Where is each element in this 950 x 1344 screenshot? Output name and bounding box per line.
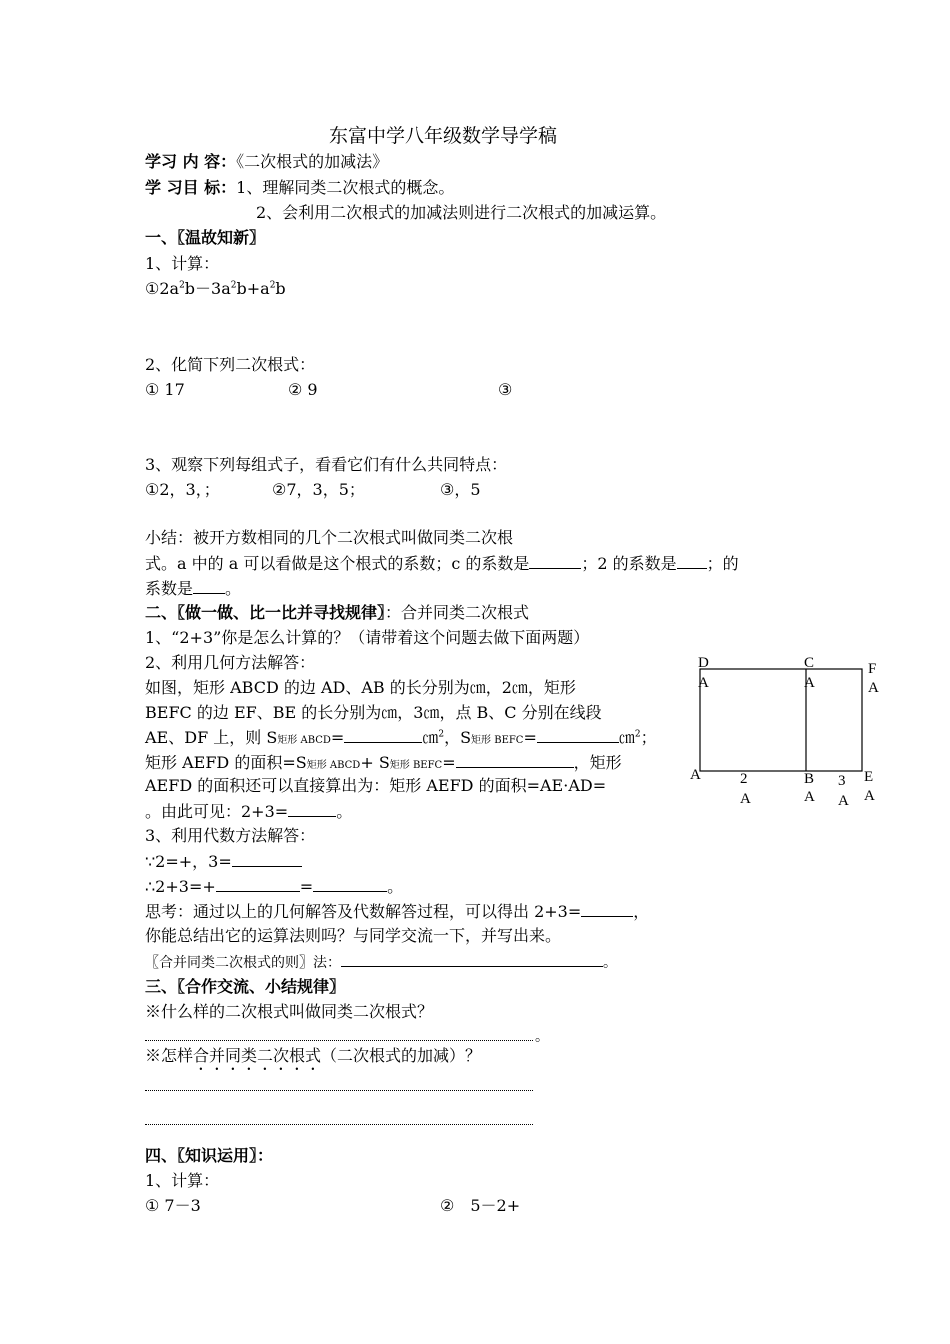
- s2-alg-line-1: [145, 851, 302, 872]
- s1-q2-item-3: ③: [498, 380, 513, 399]
- s2-geo-line-2: BEFC 的边 EF、BE 的长分别为㎝，3㎝，点 B、C 分别在线段: [145, 703, 602, 722]
- s2-geo-3c: ㎝: [422, 728, 439, 747]
- expr-c: b+a: [236, 279, 270, 298]
- s2-geo-3e: =: [523, 728, 537, 747]
- blank-alg-sum-2[interactable]: [313, 876, 387, 892]
- s1-q3-item-3: ③，5: [440, 480, 481, 499]
- label-length-be: 3: [838, 773, 846, 789]
- s2-q3: 3、利用代数方法解答：: [145, 826, 316, 845]
- blank-alg-sum-1[interactable]: [216, 876, 300, 892]
- answer-line-1[interactable]: [145, 1040, 533, 1041]
- s4-item-2: ② 5－2+: [440, 1196, 521, 1215]
- s1-q3-item-2: ②7，3，5；: [272, 480, 365, 499]
- s2-rule-b: 。: [603, 955, 617, 971]
- label-c: C: [804, 655, 815, 671]
- summary-2b: ；2 的系数是: [581, 554, 677, 573]
- expr-c-sup: 2: [269, 280, 276, 291]
- s3-q1: ※什么样的二次根式叫做同类二次根式？: [145, 1002, 434, 1021]
- s2-geo-3a: AE、DF 上，则 S: [145, 728, 278, 747]
- s3-q2a: ※怎样: [145, 1046, 194, 1065]
- section-2-tail: ：合并同类二次根式: [385, 603, 530, 622]
- summary-line-2: [145, 553, 739, 574]
- s2-alg-1: ∵2=+，3=: [145, 852, 232, 871]
- label-artifact-b: A: [804, 789, 815, 805]
- label-artifact-e: A: [864, 788, 875, 804]
- blank-think-sum[interactable]: [581, 901, 633, 917]
- rectangle-diagram-svg: [690, 655, 890, 815]
- blank-c-coefficient[interactable]: [529, 553, 581, 569]
- s3-q2-emphasis: 合并同类二次根式: [193, 1046, 322, 1065]
- s1-q2-item-2: ② 9: [288, 380, 318, 399]
- s2-geo-line-1: 如图，矩形 ABCD 的边 AD、AB 的长分别为㎝，2㎝，矩形: [145, 678, 576, 697]
- s2-geo-4d: ，矩形: [573, 753, 622, 772]
- s2-geo-3g: ；: [640, 728, 657, 747]
- expr-a-sup: 2: [179, 280, 185, 291]
- s2-geo-3-sup-2: 2: [634, 729, 641, 740]
- s2-alg-2a: ∴2+3=+: [145, 877, 216, 896]
- blank-alg-3[interactable]: [232, 851, 302, 867]
- label-f: F: [868, 661, 877, 677]
- s1-q1: 1、计算：: [145, 254, 220, 273]
- s2-geo-4-sub2: 矩形 BEFC: [389, 760, 443, 771]
- s2-geo-4-sub1: 矩形 ABCD: [306, 760, 361, 771]
- section-1-title: 一、〖温故知新〗: [145, 228, 266, 247]
- summary-line-3: [145, 578, 241, 599]
- answer-line-2[interactable]: [145, 1090, 533, 1091]
- s4-q1: 1、计算：: [145, 1171, 220, 1190]
- rectangle-aefd: [700, 669, 862, 771]
- s2-geo-6a: 。由此可见：2+3=: [145, 802, 289, 821]
- s2-alg-2c: 。: [387, 877, 404, 896]
- blank-rule[interactable]: [341, 951, 603, 967]
- s2-geo-3-sub1: 矩形 ABCD: [277, 735, 331, 746]
- s1-q3-item-1: ①2，3，；: [145, 480, 220, 499]
- summary-2c: ；的: [706, 554, 739, 573]
- label-e: E: [864, 769, 874, 785]
- blank-area-abcd[interactable]: [344, 727, 422, 743]
- s2-geo-6b: 。: [336, 802, 353, 821]
- s1-q1-expression: [145, 279, 286, 299]
- s2-think-1b: ，: [633, 902, 650, 921]
- answer-line-3[interactable]: [145, 1124, 533, 1125]
- s2-geo-3-sub2: 矩形 BEFC: [471, 735, 524, 746]
- s2-rule-line: [145, 951, 617, 973]
- expr-b-sup: 2: [230, 280, 237, 291]
- s2-geo-line-5: AEFD 的面积还可以直接算出为：矩形 AEFD 的面积=AE·AD=: [145, 776, 607, 795]
- s2-alg-2b: =: [299, 877, 314, 896]
- s2-geo-3b: =: [330, 728, 345, 747]
- expr-a: ①2a: [145, 279, 180, 298]
- label-artifact-f: A: [868, 680, 879, 696]
- label-artifact-c: A: [804, 675, 815, 691]
- s2-geo-3f: ㎝: [618, 728, 635, 747]
- s2-geo-line-3: [145, 727, 657, 751]
- s2-think-line-1: [145, 901, 649, 922]
- expr-d: b: [275, 279, 286, 298]
- s2-geo-4a: 矩形 AEFD 的面积=S: [145, 753, 307, 772]
- label-d: D: [698, 655, 709, 671]
- blank-geo-sum[interactable]: [288, 801, 336, 817]
- label-artifact-ab: A: [740, 791, 751, 807]
- blank-area-befc[interactable]: [537, 727, 619, 743]
- section-3-title: 三、〖合作交流、小结规律〗: [145, 977, 346, 996]
- s2-q2: 2、利用几何方法解答：: [145, 653, 316, 672]
- s2-think-1a: 思考：通过以上的几何解答及代数解答过程，可以得出 2+3=: [145, 902, 582, 921]
- goal-2: 2、会利用二次根式的加减法则进行二次根式的加减运算。: [256, 203, 667, 222]
- blank-2-coefficient[interactable]: [677, 553, 707, 569]
- s2-geo-line-4: [145, 752, 622, 776]
- section-4-title: 四、〖知识运用〗：: [145, 1146, 274, 1165]
- s4-item-1: ① 7－3: [145, 1196, 201, 1215]
- s2-geo-3d: ，S: [444, 728, 472, 747]
- s2-geo-line-6: [145, 801, 352, 822]
- section-2-title-line: [145, 603, 529, 623]
- goal-label: 学 习目 标：: [145, 178, 237, 197]
- s1-q2: 2、化简下列二次根式：: [145, 355, 316, 374]
- label-b: B: [804, 771, 815, 787]
- page-title: 东富中学八年级数学导学稿: [329, 125, 558, 147]
- blank-coefficient[interactable]: [193, 578, 225, 594]
- summary-2a: 式。a 中的 a 可以看做是这个根式的系数；c 的系数是: [145, 554, 530, 573]
- goal-1: 1、理解同类二次根式的概念。: [236, 178, 455, 197]
- s2-think-line-2: 你能总结出它的运算法则吗？与同学交流一下，并写出来。: [145, 926, 562, 945]
- content-line: [145, 152, 388, 172]
- s2-geo-4b: + S: [360, 753, 390, 772]
- summary-line-1: 小结：被开方数相同的几个二次根式叫做同类二次根: [145, 528, 514, 547]
- s2-alg-line-2: [145, 876, 403, 897]
- s2-q1: 1、“2+3”你是怎么计算的？（请带着这个问题去做下面两题）: [145, 628, 590, 647]
- section-2-title: 二、〖做一做、比一比并寻找规律〗: [145, 603, 386, 622]
- s3-q1-end: 。: [535, 1029, 549, 1045]
- s1-q2-item-1: ① 17: [145, 380, 185, 399]
- expr-b: b－3a: [184, 279, 231, 298]
- summary-3b: 。: [225, 579, 242, 598]
- s2-geo-3-sup: 2: [438, 729, 445, 740]
- s2-rule-a: 〖合并同类二次根式的则〗法：: [145, 955, 341, 971]
- label-artifact-be: A: [838, 793, 849, 809]
- content-label: 学习 内 容：: [145, 152, 237, 171]
- s3-q2c: （二次根式的加减）？: [321, 1046, 482, 1065]
- label-a: A: [690, 767, 701, 783]
- blank-area-aefd[interactable]: [456, 752, 574, 768]
- label-length-ab: 2: [740, 771, 748, 787]
- label-artifact-d: A: [698, 675, 709, 691]
- s3-q2: [145, 1046, 481, 1074]
- s2-geo-4c: =: [442, 753, 456, 772]
- rectangle-diagram: [690, 655, 890, 815]
- goal-line-1: [145, 178, 454, 198]
- s1-q3: 3、观察下列每组式子，看看它们有什么共同特点：: [145, 455, 508, 474]
- content-value: 《二次根式的加减法》: [236, 152, 389, 171]
- summary-3a: 系数是: [145, 579, 194, 598]
